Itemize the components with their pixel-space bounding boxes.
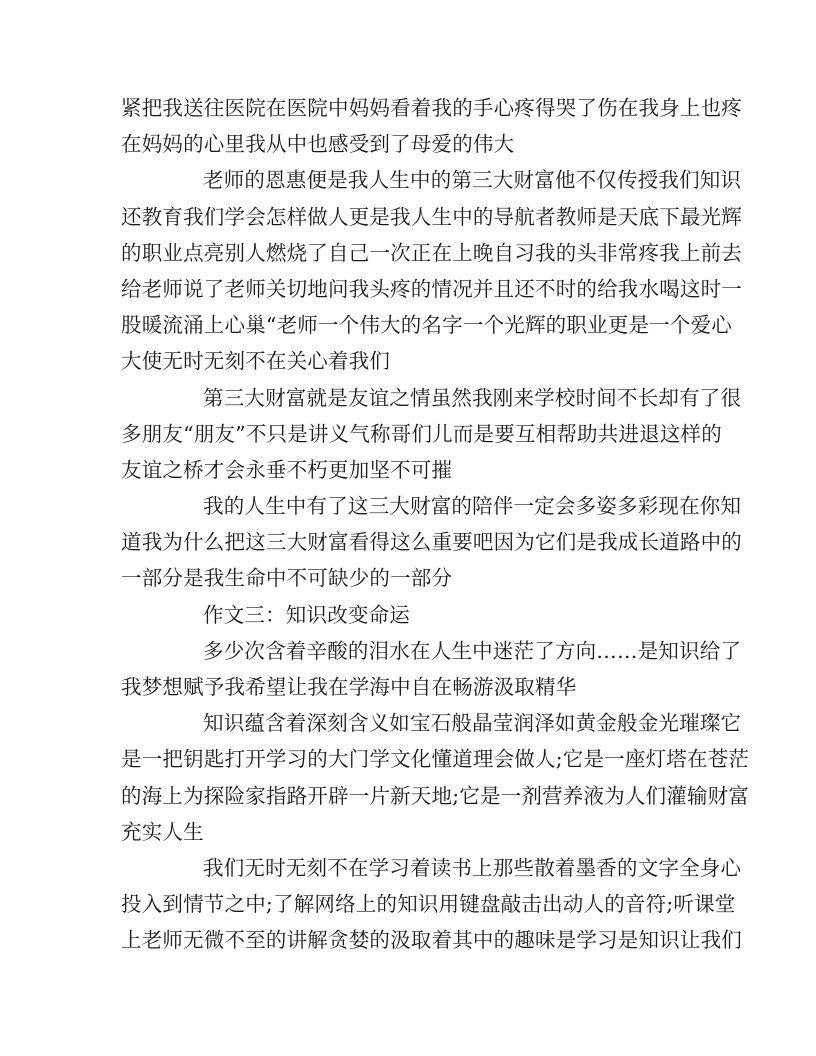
text-line: 是一把钥匙打开学习的大门学文化懂道理会做人;它是一座灯塔在苍茫 xyxy=(121,747,750,772)
text-line: 我梦想赋予我希望让我在学海中自在畅游汲取精华 xyxy=(121,675,577,699)
text-line: 充实人生 xyxy=(121,819,204,844)
section-heading: 作文三：知识改变命运 xyxy=(203,602,410,627)
text-line: 的职业点亮别人燃烧了自己一次正在上晚自习我的头非常疼我上前去 xyxy=(121,240,742,265)
body-text xyxy=(121,90,750,959)
text-line: 道我为什么把这三大财富看得这么重要吧因为它们是我成长道路中的 xyxy=(121,530,742,555)
text-line: 多朋友“朋友”不只是讲义气称哥们儿而是要互相帮助共进退这样的 xyxy=(121,421,722,446)
text-line: 上老师无微不至的讲解贪婪的汲取着其中的趣味是学习是知识让我们 xyxy=(121,928,742,953)
text-line: 投入到情节之中;了解网络上的知识用键盘敲击出动人的音符;听课堂 xyxy=(121,892,736,917)
text-line: 还教育我们学会怎样做人更是我人生中的导航者教师是天底下最光辉 xyxy=(121,204,742,229)
text-line: 给老师说了老师关切地问我头疼的情况并且还不时的给我水喝这时一 xyxy=(121,276,742,301)
paragraph-start-line: 老师的恩惠便是我人生中的第三大财富他不仅传授我们知识 xyxy=(203,168,742,193)
text-line: 紧把我送往医院在医院中妈妈看着我的手心疼得哭了伤在我身上也疼 xyxy=(121,96,742,120)
text-line: 在妈妈的心里我从中也感受到了母爱的伟大 xyxy=(121,132,515,157)
text-line: 的海上为探险家指路开辟一片新天地;它是一剂营养液为人们灌输财富 xyxy=(121,783,750,808)
paragraph-start-line: 第三大财富就是友谊之情虽然我刚来学校时间不长却有了很 xyxy=(203,385,742,410)
paragraph-start-line: 我们无时无刻不在学习着读书上那些散着墨香的文字全身心 xyxy=(203,855,742,880)
text-line: 友谊之桥才会永垂不朽更加坚不可摧 xyxy=(121,457,453,482)
text-line: 一部分是我生命中不可缺少的一部分 xyxy=(121,566,453,591)
paragraph-start-line: 知识蕴含着深刻含义如宝石般晶莹润泽如黄金般金光璀璨它 xyxy=(203,711,742,736)
paragraph-start-line: 多少次含着辛酸的泪水在人生中迷茫了方向……是知识给了 xyxy=(203,638,742,663)
text-line: 股暖流涌上心巢“老师一个伟大的名字一个光辉的职业更是一个爱心 xyxy=(121,313,732,338)
text-line: 大使无时无刻不在关心着我们 xyxy=(121,349,391,374)
paragraph-start-line: 我的人生中有了这三大财富的陪伴一定会多姿多彩现在你知 xyxy=(203,494,742,519)
